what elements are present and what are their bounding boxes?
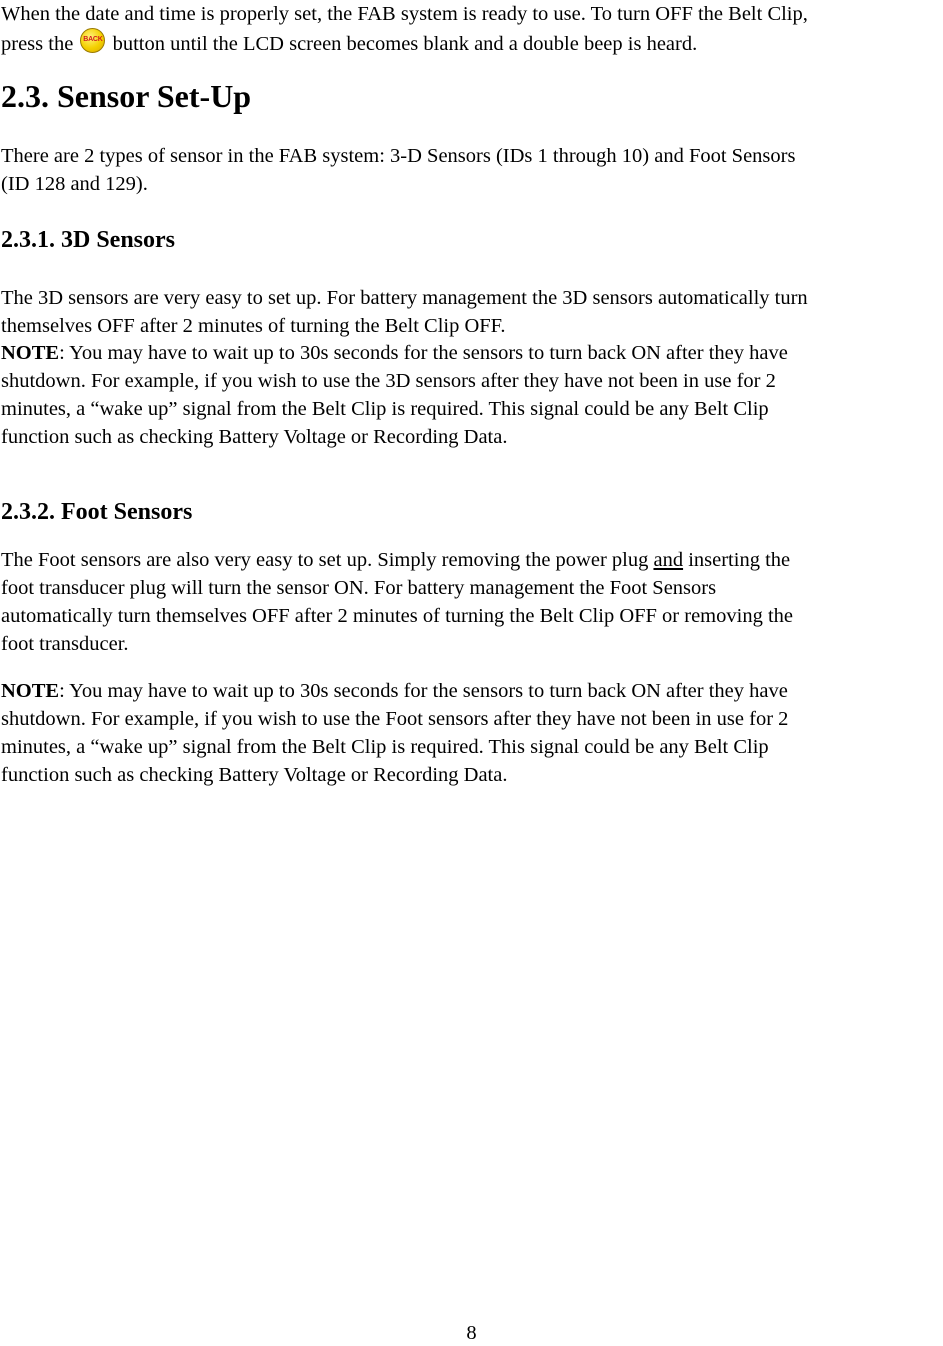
3d-note-line-4: function such as checking Battery Voltage or Recording Data.: [1, 426, 508, 448]
foot-line-1-underlined: and: [653, 549, 684, 571]
sensor-setup-line-2: (ID 128 and 129).: [1, 173, 148, 195]
section-heading-3d-sensors: 2.3.1. 3D Sensors: [1, 227, 176, 253]
3d-note-line-1-text: : You may have to wait up to 30s seconds for the sensors to turn back ON after they have: [59, 342, 788, 364]
3d-note-line-1: [1, 339, 943, 367]
intro-line-2-after: button until the LCD screen becomes blank and a double beep is heard.: [112, 33, 698, 55]
3d-sensors-paragraph: [1, 284, 943, 340]
section-heading-sensor-setup: 2.3. Sensor Set-Up: [1, 78, 252, 114]
note-label: NOTE: [1, 680, 60, 702]
page-number: 8: [466, 1322, 477, 1344]
foot-note-line-1-text: : You may have to wait up to 30s seconds for the sensors to turn back ON after they have: [59, 680, 788, 702]
foot-sensors-line-4: foot transducer.: [1, 633, 129, 655]
back-button-label: BACK: [83, 36, 103, 43]
foot-note-line-2: shutdown. For example, if you wish to use the Foot sensors after they have not been in use for 2: [1, 708, 789, 730]
section-heading-foot-sensors: 2.3.2. Foot Sensors: [1, 499, 193, 525]
foot-note-line-1: [1, 677, 943, 705]
foot-sensors-line-2: foot transducer plug will turn the sensor ON. For battery management the Foot Sensors: [1, 577, 717, 599]
intro-line-2-before: press the: [1, 33, 74, 55]
intro-line-1: When the date and time is properly set, the FAB system is ready to use. To turn OFF the Belt Clip,: [1, 3, 808, 25]
3d-sensors-note: [1, 339, 943, 451]
3d-sensors-line-2: themselves OFF after 2 minutes of turning the Belt Clip OFF.: [1, 315, 506, 337]
sensor-setup-line-1: There are 2 types of sensor in the FAB system: 3-D Sensors (IDs 1 through 10) and Foot Sensors: [1, 145, 796, 167]
foot-sensors-note: [1, 677, 943, 789]
3d-note-line-2: shutdown. For example, if you wish to use the 3D sensors after they have not been in use for 2: [1, 370, 776, 392]
foot-note-line-4: function such as checking Battery Voltage or Recording Data.: [1, 764, 508, 786]
foot-line-1-after: inserting the: [683, 549, 791, 571]
3d-note-line-3: minutes, a “wake up” signal from the Belt Clip is required. This signal could be any Belt Clip: [1, 398, 769, 420]
3d-sensors-line-1: The 3D sensors are very easy to set up. For battery management the 3D sensors automatically turn: [1, 287, 808, 309]
back-button-icon: [80, 28, 105, 53]
foot-note-line-3: minutes, a “wake up” signal from the Belt Clip is required. This signal could be any Belt Clip: [1, 736, 769, 758]
sensor-setup-paragraph: [1, 142, 943, 198]
intro-line-2: [1, 28, 943, 58]
foot-sensors-line-3: automatically turn themselves OFF after 2 minutes of turning the Belt Clip OFF or removing the: [1, 605, 793, 627]
intro-paragraph: [1, 0, 943, 58]
foot-sensors-line-1: [1, 546, 943, 574]
foot-sensors-paragraph: [1, 546, 943, 658]
note-label: NOTE: [1, 342, 60, 364]
foot-line-1-before: The Foot sensors are also very easy to set up. Simply removing the power plug: [1, 549, 654, 571]
